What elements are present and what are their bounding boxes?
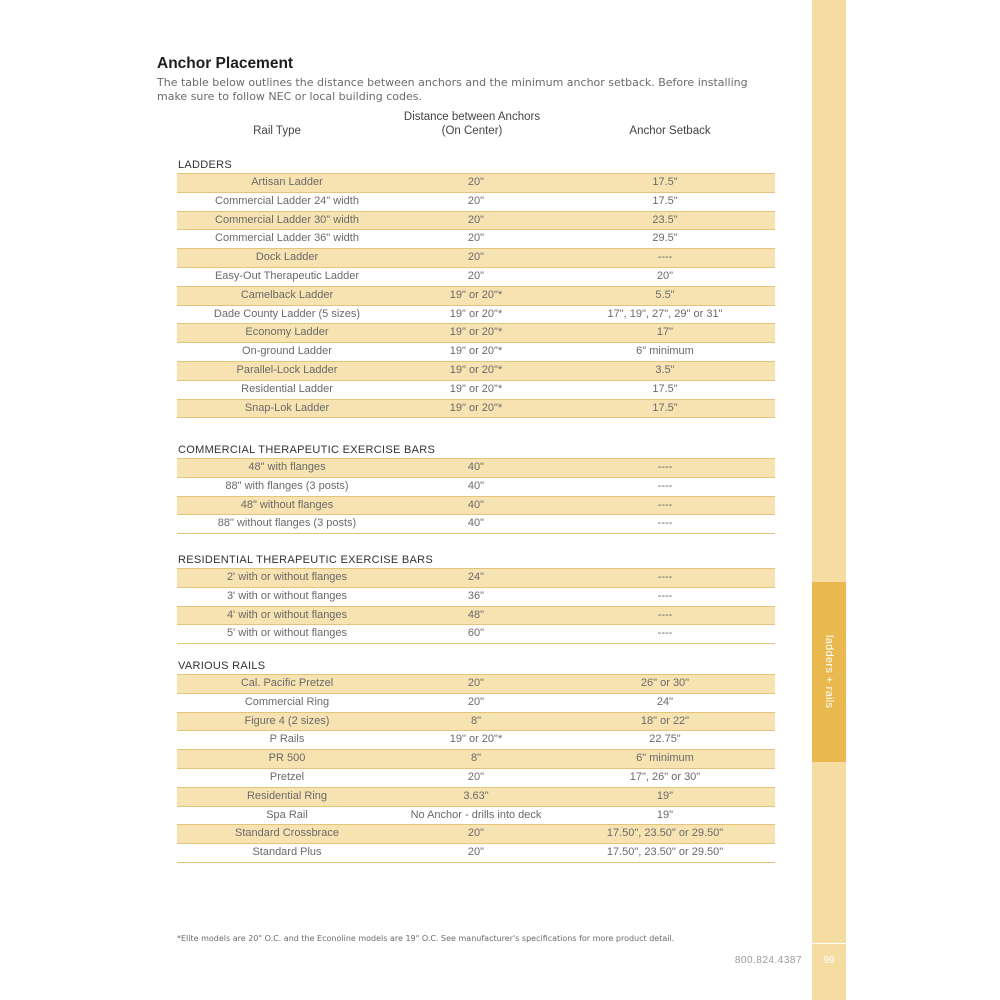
distance-cell: 60" <box>467 627 485 640</box>
table-row <box>177 174 775 193</box>
rail-type-cell: 3' with or without flanges <box>226 589 348 602</box>
section-residential-bars <box>177 552 775 644</box>
rail-type-cell: 88" with flanges (3 posts) <box>225 479 349 492</box>
distance-cell: 8" <box>470 752 482 765</box>
section-title: COMMERCIAL THERAPEUTIC EXERCISE BARS <box>177 442 775 459</box>
distance-cell: 20" <box>467 251 485 264</box>
rail-type-cell: 4' with or without flanges <box>226 608 348 621</box>
header-setback: Anchor Setback <box>629 125 711 137</box>
table-row <box>177 515 775 534</box>
setback-cell: ---- <box>657 251 673 264</box>
table-row <box>177 343 775 362</box>
setback-cell: ---- <box>657 461 673 473</box>
table-row <box>177 193 775 212</box>
rail-type-cell: On-ground Ladder <box>242 345 332 358</box>
distance-cell: 3.63" <box>463 789 489 802</box>
setback-cell: ---- <box>657 517 673 530</box>
table-row <box>177 249 775 268</box>
section-tab-label: ladders + rails <box>823 635 835 709</box>
setback-cell: ---- <box>657 498 673 511</box>
rail-type-cell: 88" without flanges (3 posts) <box>217 517 357 530</box>
rail-type-cell: 5' with or without flanges <box>226 627 348 640</box>
section-commercial-bars <box>177 442 775 534</box>
intro-text: The table below outlines the distance between anchors and the minimum anchor setback. Before installing make sure to follow NEC or local building codes. <box>157 76 748 103</box>
distance-cell: 20" <box>467 695 485 708</box>
rail-type-cell: 2' with or without flanges <box>226 571 348 583</box>
rail-type-cell: Spa Rail <box>266 808 308 821</box>
phone-number: 800.824.4387 <box>734 955 802 966</box>
rail-type-cell: 48" without flanges <box>240 498 334 511</box>
table-row <box>177 694 775 713</box>
header-rail-type: Rail Type <box>253 125 301 137</box>
header-distance-line2: (On Center) <box>441 125 503 137</box>
rail-type-cell: Parallel-Lock Ladder <box>236 363 338 376</box>
rail-type-cell: Standard Crossbrace <box>235 827 339 840</box>
table-row <box>177 306 775 325</box>
distance-cell: 36" <box>467 589 485 602</box>
sidebar-band <box>812 0 846 1000</box>
distance-cell: 20" <box>467 846 485 859</box>
table-row <box>177 788 775 807</box>
rail-type-cell: Economy Ladder <box>245 326 329 339</box>
setback-cell: 17.5" <box>652 176 678 188</box>
setback-cell: 6" minimum <box>636 752 694 765</box>
section-ladders <box>177 157 775 418</box>
table-row <box>177 825 775 844</box>
table-row <box>177 324 775 343</box>
distance-cell: 19" or 20"* <box>449 401 503 414</box>
table-row <box>177 212 775 231</box>
distance-cell: 19" or 20"* <box>449 307 503 320</box>
table-row <box>177 807 775 826</box>
table-row <box>177 625 775 644</box>
distance-cell: 19" or 20"* <box>449 363 503 376</box>
table-row <box>177 750 775 769</box>
table-row <box>177 287 775 306</box>
rail-type-cell: Residential Ring <box>246 789 328 802</box>
table-row <box>177 459 775 478</box>
rail-type-cell: Figure 4 (2 sizes) <box>244 714 330 727</box>
setback-cell: ---- <box>657 608 673 621</box>
rail-type-cell: Commercial Ring <box>244 695 330 708</box>
setback-cell: 5.5" <box>655 288 675 301</box>
rail-type-cell: PR 500 <box>268 752 306 765</box>
distance-cell: 40" <box>467 517 485 530</box>
distance-cell: 19" or 20"* <box>449 345 503 358</box>
setback-cell: ---- <box>657 571 673 583</box>
rail-type-cell: Commercial Ladder 30" width <box>215 213 359 226</box>
table-row <box>177 713 775 732</box>
setback-cell: 24" <box>656 695 674 708</box>
setback-cell: 29.5" <box>652 232 678 245</box>
distance-cell: 20" <box>467 232 485 245</box>
rail-type-cell: Camelback Ladder <box>240 288 334 301</box>
setback-cell: 17.5" <box>652 194 678 207</box>
setback-cell: 23.5" <box>652 213 678 226</box>
distance-cell: 20" <box>467 176 485 188</box>
page-number: 99 <box>823 955 835 966</box>
distance-cell: 19" or 20"* <box>449 288 503 301</box>
setback-cell: 17.50", 23.50" or 29.50" <box>606 827 724 840</box>
table-row <box>177 675 775 694</box>
distance-cell: 24" <box>467 571 485 583</box>
distance-cell: 40" <box>467 498 485 511</box>
setback-cell: 19" <box>656 789 674 802</box>
section-title: RESIDENTIAL THERAPEUTIC EXERCISE BARS <box>177 552 775 569</box>
setback-cell: 26" or 30" <box>640 677 690 689</box>
table-row <box>177 569 775 588</box>
setback-cell: 3.5" <box>655 363 675 376</box>
page-title: Anchor Placement <box>157 55 294 72</box>
setback-cell: ---- <box>657 589 673 602</box>
distance-cell: 20" <box>467 770 485 783</box>
table-row <box>177 478 775 497</box>
rail-type-cell: Commercial Ladder 36" width <box>215 232 359 245</box>
rail-type-cell: Snap-Lok Ladder <box>244 401 330 414</box>
table-row <box>177 769 775 788</box>
distance-cell: 20" <box>467 213 485 226</box>
header-distance-line1: Distance between Anchors <box>403 111 541 123</box>
table-row <box>177 362 775 381</box>
table-row <box>177 588 775 607</box>
setback-cell: 17", 26" or 30" <box>629 770 701 783</box>
setback-cell: 17" <box>656 326 674 339</box>
table-row <box>177 268 775 287</box>
table-row <box>177 230 775 249</box>
setback-cell: 17.5" <box>652 382 678 395</box>
distance-cell: 48" <box>467 608 485 621</box>
rail-type-cell: Pretzel <box>269 770 305 783</box>
distance-cell: 40" <box>467 461 485 473</box>
rail-type-cell: Dock Ladder <box>255 251 319 264</box>
rail-type-cell: Cal. Pacific Pretzel <box>240 677 334 689</box>
table-row <box>177 400 775 419</box>
setback-cell: ---- <box>657 479 673 492</box>
footnote: *Elite models are 20" O.C. and the Econoline models are 19" O.C. See manufacturer's specifications for more product detail. <box>177 934 675 943</box>
distance-cell: 8" <box>470 714 482 727</box>
setback-cell: 19" <box>656 808 674 821</box>
distance-cell: 20" <box>467 827 485 840</box>
distance-cell: 19" or 20"* <box>449 326 503 339</box>
distance-cell: 20" <box>467 194 485 207</box>
rail-type-cell: Residential Ladder <box>241 382 333 395</box>
section-title: VARIOUS RAILS <box>177 658 775 675</box>
table-row <box>177 731 775 750</box>
distance-cell: 20" <box>467 269 485 282</box>
setback-cell: 17.5" <box>652 401 678 414</box>
rail-type-cell: Artisan Ladder <box>251 176 323 188</box>
setback-cell: 18" or 22" <box>640 714 690 727</box>
table-row <box>177 844 775 863</box>
distance-cell: No Anchor - drills into deck <box>410 808 542 821</box>
setback-cell: 6" minimum <box>636 345 694 358</box>
rail-type-cell: Commercial Ladder 24" width <box>215 194 359 207</box>
distance-cell: 20" <box>467 677 485 689</box>
setback-cell: 22.75" <box>649 733 681 746</box>
rail-type-cell: Standard Plus <box>252 846 322 859</box>
setback-cell: ---- <box>657 627 673 640</box>
setback-cell: 17", 19", 27", 29" or 31" <box>607 307 723 320</box>
setback-cell: 17.50", 23.50" or 29.50" <box>606 846 724 859</box>
rail-type-cell: P Rails <box>269 733 305 746</box>
section-various-rails <box>177 658 775 863</box>
setback-cell: 20" <box>656 269 674 282</box>
table-row <box>177 381 775 400</box>
header-distance <box>372 110 572 138</box>
rail-type-cell: Easy-Out Therapeutic Ladder <box>214 269 360 282</box>
distance-cell: 19" or 20"* <box>449 733 503 746</box>
table-row <box>177 607 775 626</box>
table-row <box>177 497 775 516</box>
distance-cell: 40" <box>467 479 485 492</box>
sidebar-divider <box>812 943 846 944</box>
rail-type-cell: 48" with flanges <box>248 461 326 473</box>
section-title: LADDERS <box>177 157 775 174</box>
rail-type-cell: Dade County Ladder (5 sizes) <box>213 307 361 320</box>
distance-cell: 19" or 20"* <box>449 382 503 395</box>
